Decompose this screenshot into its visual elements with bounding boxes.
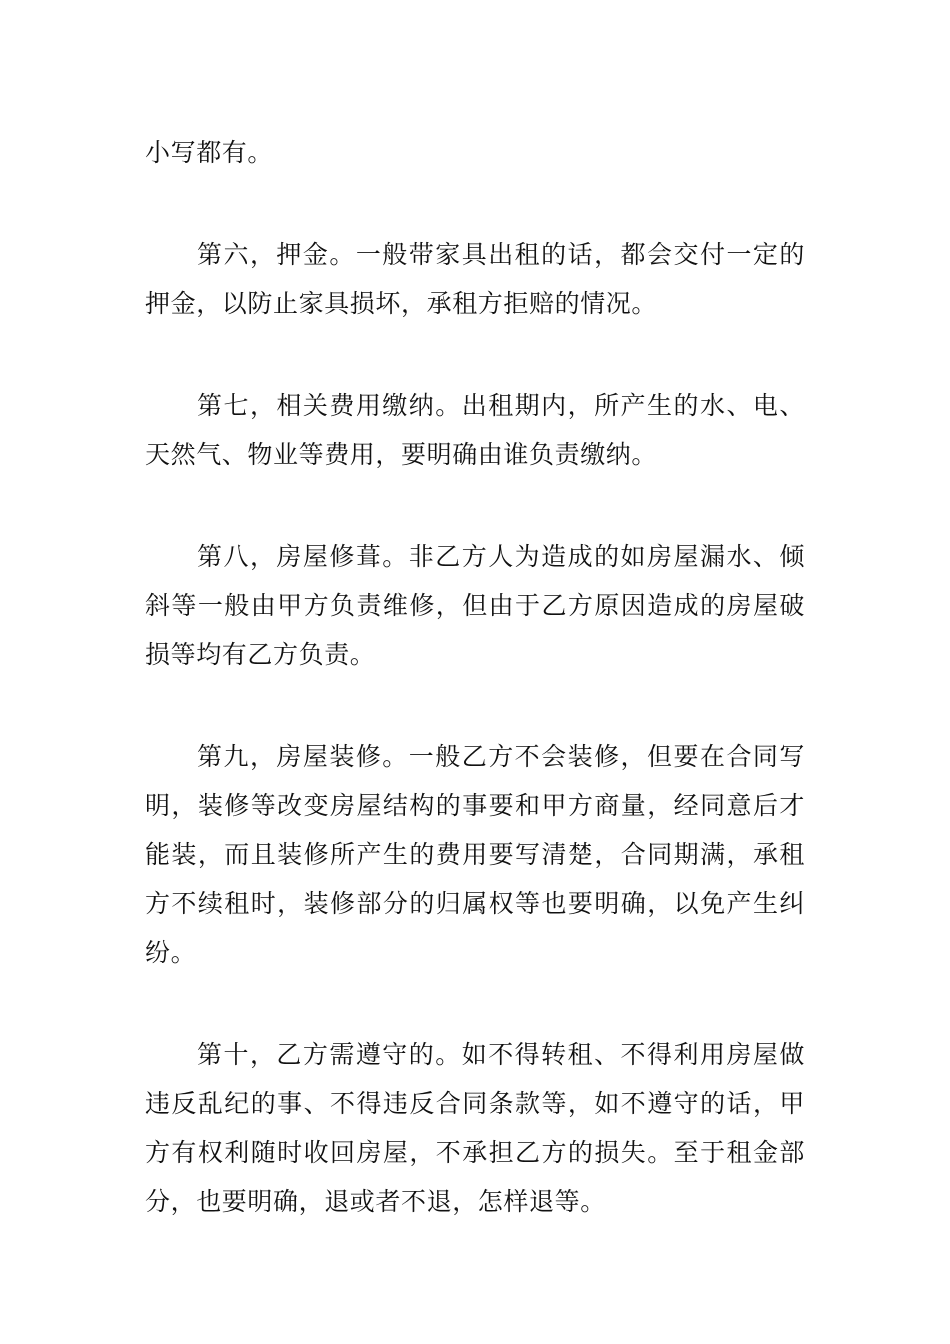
document-body: [145, 128, 805, 1279]
paragraph-deposit: 第六，押金。一般带家具出租的话，都会交付一定的押金，以防止家具损坏，承租方拒赔的情况。: [145, 240, 805, 318]
paragraph-tenant-obligations: 第十，乙方需遵守的。如不得转租、不得利用房屋做违反乱纪的事、不得违反合同条款等，如不遵守的话，甲方有权利随时收回房屋，不承担乙方的损失。至于租金部分，也要明确，退或者不退，怎样退等。: [145, 1040, 805, 1216]
paragraph-continuation: 小写都有。: [145, 138, 274, 167]
paragraph-repairs: 第八，房屋修葺。非乙方人为造成的如房屋漏水、倾斜等一般由甲方负责维修，但由于乙方原因造成的房屋破损等均有乙方负责。: [145, 542, 805, 669]
paragraph-renovation: 第九，房屋装修。一般乙方不会装修，但要在合同写明，装修等改变房屋结构的事要和甲方商量，经同意后才能装，而且装修所产生的费用要写清楚，合同期满，承租方不续租时，装修部分的归属权等也要明确，以免产生纠纷。: [145, 742, 805, 967]
paragraph-fees: 第七，相关费用缴纳。出租期内，所产生的水、电、天然气、物业等费用，要明确由谁负责缴纳。: [145, 391, 805, 469]
